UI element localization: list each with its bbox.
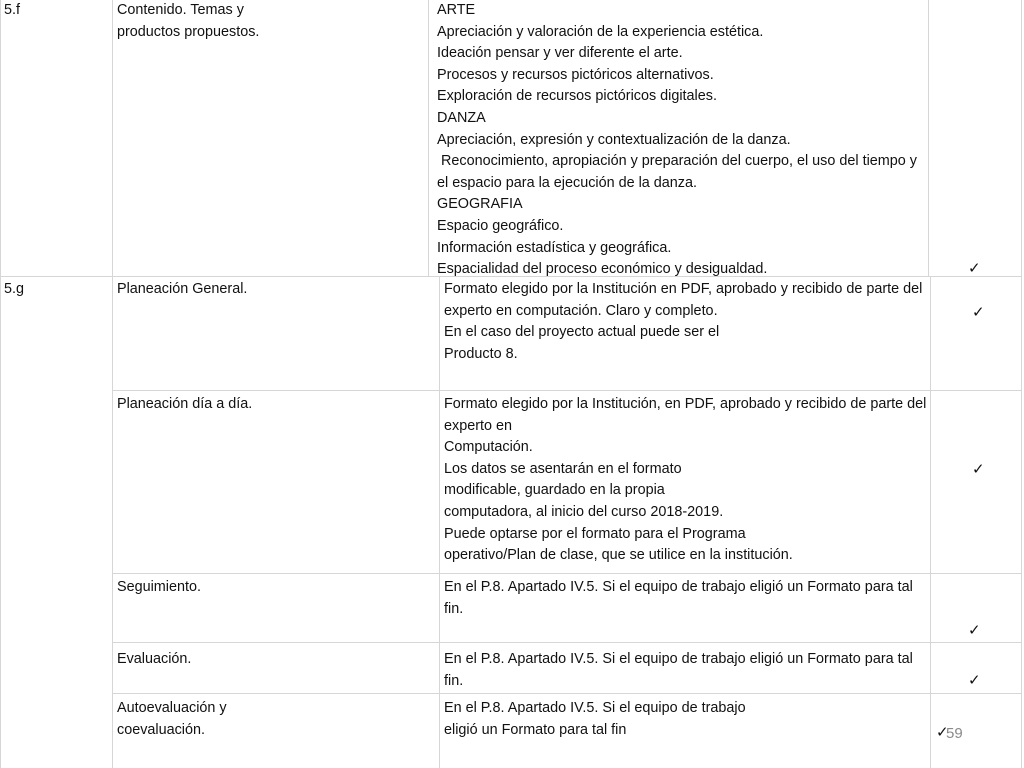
detail-line: Producto 8. bbox=[444, 345, 518, 362]
subrow-topic-planeacion-dia bbox=[117, 394, 252, 416]
subrow-details-seguimiento bbox=[444, 577, 913, 620]
detail-line: Formato elegido por la Institución en PDF, aprobado y recibido de parte del bbox=[444, 281, 923, 297]
subrow-topic-evaluacion bbox=[117, 649, 191, 671]
subrow-topic-autoevaluacion bbox=[117, 698, 227, 741]
topic-line: Contenido. Temas y bbox=[117, 2, 244, 18]
detail-line: Computación. bbox=[444, 439, 533, 456]
detail-line: Espacio geográfico. bbox=[437, 217, 564, 234]
subrow-details-planeacion-general bbox=[444, 279, 922, 365]
detail-line: Información estadística y geográfica. bbox=[437, 239, 672, 256]
grid-line bbox=[0, 0, 1, 768]
topic-line: Evaluación. bbox=[117, 651, 192, 667]
topic-line: coevaluación. bbox=[117, 721, 206, 738]
detail-line: Apreciación, expresión y contextualización de la danza. bbox=[437, 131, 791, 148]
grid-line bbox=[112, 573, 1022, 574]
grid-line bbox=[928, 0, 929, 276]
detail-line: Formato elegido por la Institución, en PDF, aprobado y recibido de parte del bbox=[444, 396, 927, 412]
check-mark-icon: ✓ bbox=[968, 671, 981, 689]
row-number-5g: 5.g bbox=[4, 281, 25, 297]
heading-geografia: GEOGRAFIA bbox=[437, 196, 523, 213]
grid-line bbox=[112, 0, 113, 768]
row-number-5f: 5.f bbox=[4, 2, 20, 18]
heading-danza: DANZA bbox=[437, 109, 486, 126]
detail-line: Apreciación y valoración de la experiencia estética. bbox=[437, 23, 764, 40]
topic-line: Seguimiento. bbox=[117, 579, 201, 595]
detail-line: experto en computación. Claro y completo. bbox=[444, 302, 718, 319]
detail-line: En el P.8. Apartado IV.5. Si el equipo de trabajo bbox=[444, 700, 746, 716]
detail-line: En el P.8. Apartado IV.5. Si el equipo de trabajo eligió un Formato para tal bbox=[444, 579, 913, 595]
detail-line: Los datos se asentarán en el formato bbox=[444, 460, 682, 477]
row-5f-details bbox=[437, 0, 917, 281]
grid-line bbox=[112, 693, 1022, 694]
page-number: 59 bbox=[946, 725, 963, 742]
detail-line: fin. bbox=[444, 600, 464, 617]
detail-line: En el P.8. Apartado IV.5. Si el equipo de trabajo eligió un Formato para tal bbox=[444, 651, 913, 667]
detail-line: computadora, al inicio del curso 2018-2019. bbox=[444, 503, 724, 520]
detail-line: el espacio para la ejecución de la danza. bbox=[437, 174, 698, 191]
subrow-details-planeacion-dia bbox=[444, 394, 926, 567]
detail-line: Ideación pensar y ver diferente el arte. bbox=[437, 45, 683, 62]
detail-line: modificable, guardado en la propia bbox=[444, 482, 665, 499]
check-mark-icon: ✓ bbox=[972, 303, 985, 321]
detail-line: Exploración de recursos pictóricos digitales. bbox=[437, 88, 717, 105]
check-mark-icon: ✓ bbox=[968, 259, 981, 277]
grid-line bbox=[112, 642, 1022, 643]
detail-line: Procesos y recursos pictóricos alternativos. bbox=[437, 66, 714, 83]
subrow-details-autoevaluacion bbox=[444, 698, 746, 741]
topic-line: Autoevaluación y bbox=[117, 700, 227, 716]
detail-line: En el caso del proyecto actual puede ser el bbox=[444, 324, 720, 341]
grid-line bbox=[930, 276, 931, 768]
check-mark-icon: ✓ bbox=[968, 621, 981, 639]
topic-line: Planeación día a día. bbox=[117, 396, 253, 412]
heading-arte: ARTE bbox=[437, 2, 476, 18]
subrow-topic-seguimiento bbox=[117, 577, 201, 599]
check-mark-icon: ✓ bbox=[972, 460, 985, 478]
row-5f-topic bbox=[117, 0, 259, 43]
detail-line: operativo/Plan de clase, que se utilice en la institución. bbox=[444, 547, 793, 564]
grid-line bbox=[428, 0, 429, 276]
detail-line: Reconocimiento, apropiación y preparación del cuerpo, el uso del tiempo y bbox=[437, 153, 917, 170]
detail-line: experto en bbox=[444, 417, 513, 434]
topic-line: Planeación General. bbox=[117, 281, 248, 297]
grid-line bbox=[1021, 0, 1022, 768]
detail-line: fin. bbox=[444, 672, 464, 689]
grid-line bbox=[439, 276, 440, 768]
grid-line bbox=[112, 390, 1022, 391]
topic-line: productos propuestos. bbox=[117, 23, 260, 40]
subrow-details-evaluacion bbox=[444, 649, 913, 692]
detail-line: eligió un Formato para tal fin bbox=[444, 721, 627, 738]
detail-line: Espacialidad del proceso económico y desigualdad. bbox=[437, 261, 768, 278]
subrow-topic-planeacion-general bbox=[117, 279, 247, 301]
check-mark-icon: ✓ bbox=[936, 723, 949, 741]
detail-line: Puede optarse por el formato para el Programa bbox=[444, 525, 746, 542]
